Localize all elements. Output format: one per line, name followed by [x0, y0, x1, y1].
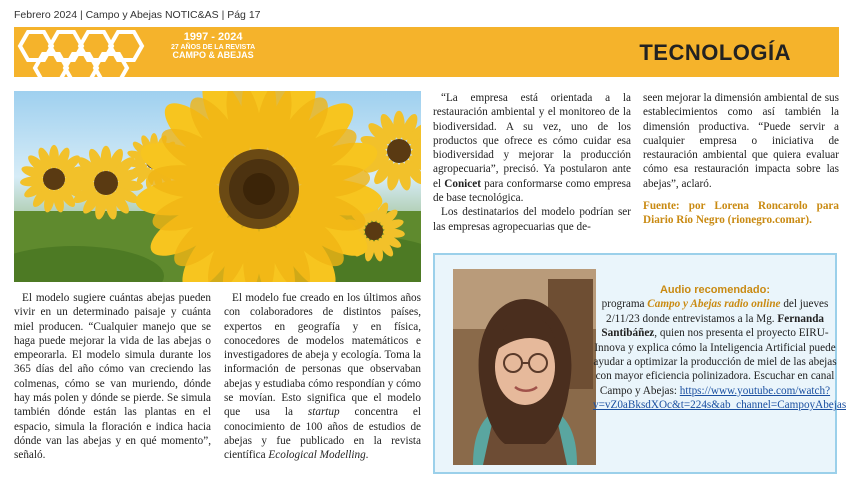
article-column-2 [224, 291, 421, 463]
audio-title: Audio recomendado: [659, 284, 770, 296]
section-title: TECNOLOGÍA [639, 40, 791, 65]
audio-recommendation-box [433, 253, 846, 474]
article-paragraph: El modelo sugiere cuántas abejas pueden vivir en un determinado paisaje y cuánta miel producen. “Cualquier manejo que se haga puede mejorar la vida de las abejas o empeorarla. El modelo simula durante los 365 días del año cómo van creciendo las colmenas, cómo se van muriendo, dónde hay más polen y dónde se pierde. Se simula también dónde están las plantas en el espacio, simula la floración e indica hacia dónde van las abejas y en qué momento”, señaló. [14, 292, 211, 462]
audio-text: programa [601, 298, 648, 311]
article-text: . [365, 449, 369, 462]
article-paragraph: seen mejorar la dimensión ambiental de sus establecimientos como así también la dimensión productiva. “Puede servir a cualquier empresa o iniciativa de restauración ambiental que quiera evaluar cómo esa restauración impacta sobre las abejas”, aclaró. [643, 92, 839, 190]
youtube-link[interactable]: https://www.youtube.com/watch?v=vZ0aBksdXOc&t=224s&ab_channel=CampoyAbejas [593, 384, 846, 412]
magazine-name: CAMPO & ABEJAS [172, 49, 254, 60]
honeycomb-icon [14, 27, 164, 77]
sunflower-photo [14, 91, 421, 282]
article-column-3 [433, 91, 631, 234]
audio-text: del jueves 2/11/23 donde entrevistamos a la Mg. [605, 298, 829, 325]
page-folio: Febrero 2024 | Campo y Abejas NOTIC&AS | Pág 17 [14, 9, 261, 21]
article-paragraph [224, 291, 421, 463]
article-source: Fuente: por Lorena Roncarolo para Diario Río Negro (rionegro.comar). [643, 200, 839, 227]
article-paragraph [433, 91, 631, 205]
conicet-name: Conicet [444, 177, 481, 190]
article-text: para conformarse como empresa de base tecnológica. [433, 177, 631, 205]
article-text: “La empresa está orientada a la restauración ambiental y el monitoreo de la biodiversidad. A su vez, uno de los productos que ofrece es cómo cuidar esa biodiversidad y mejorar la producción agropecuaria”, precisó. Ya postularon ante el [433, 92, 631, 190]
audio-text: , quien nos presenta el proyecto EIRU-Innova y explica cómo la Inteligencia Artificial puede ayudar a optimizar la producción de miel de las abejas con mayor eficiencia polinizadora. Escuchar en canal Campo y Abejas: [593, 327, 837, 397]
anniversary-subtitle: 27 AÑOS DE LA REVISTA [171, 43, 256, 51]
startup-term: startup [307, 406, 340, 419]
section-banner [14, 27, 839, 77]
article-column-4 [643, 91, 839, 228]
anniversary-years: 1997 - 2024 [183, 31, 243, 43]
guest-portrait [453, 269, 596, 465]
article-text: concentra el conocimiento de 100 años de estudios de abejas y fue publicado en la revista científica [224, 406, 421, 462]
article-text: El modelo fue creado en los últimos años con colaboradores de distintos países, expertos en geografía y en física, conocedores de modelos matemáticos e investigadores de abeja y ecología. Toma la información de personas que observaban abejas y estudiaba cómo respondían y cómo se movían. Esto significa que el modelo que usa la [224, 292, 421, 419]
anniversary-badge [171, 32, 255, 60]
article-paragraph: Los destinatarios del modelo podrían ser las empresas agropecuarias que de- [433, 206, 631, 233]
journal-name: Ecological Modelling [268, 449, 366, 462]
guest-name: Fernanda Santibáñez [601, 312, 825, 340]
audio-paragraph [593, 297, 846, 412]
audio-description [593, 283, 846, 413]
radio-show-name: Campo y Abejas radio online [647, 298, 781, 311]
article-column-1 [14, 291, 211, 463]
